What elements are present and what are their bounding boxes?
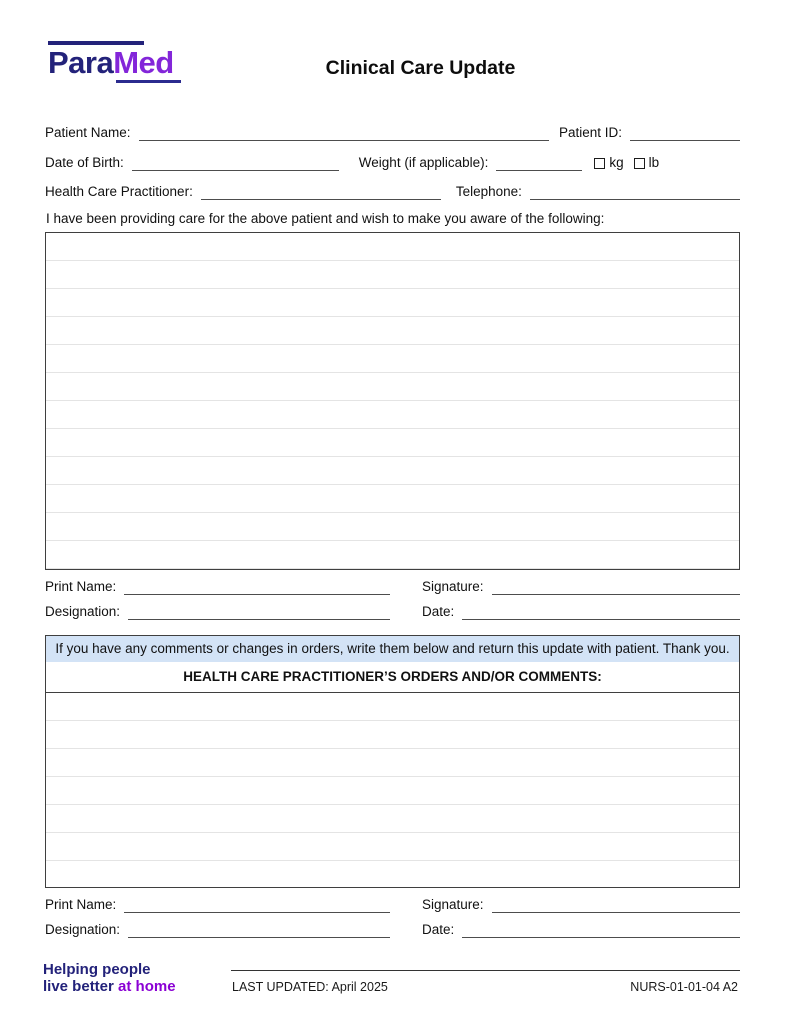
practitioner-field[interactable]: [201, 183, 441, 200]
patient-name-row: [45, 122, 740, 141]
tagline-line1: Helping people: [43, 961, 151, 978]
date-label-2: Date:: [422, 922, 455, 937]
date-field[interactable]: [462, 603, 740, 620]
patient-name-label: Patient Name:: [45, 125, 131, 140]
lb-option: [634, 155, 660, 171]
signature-label: Signature:: [422, 579, 484, 594]
signature-label-2: Signature:: [422, 897, 484, 912]
brand-tagline: [43, 961, 176, 995]
orders-comments-area[interactable]: [46, 693, 739, 887]
logo-part-para: Para: [48, 45, 114, 80]
designation-label: Designation:: [45, 604, 121, 619]
weight-label: Weight (if applicable):: [358, 155, 489, 170]
signature-field[interactable]: [492, 578, 740, 595]
date-field-2[interactable]: [462, 921, 740, 938]
designation-field-2[interactable]: [128, 921, 390, 938]
patient-id-label: Patient ID:: [558, 125, 622, 140]
dob-label: Date of Birth:: [45, 155, 124, 170]
print-name-field[interactable]: [124, 578, 390, 595]
telephone-field[interactable]: [530, 183, 740, 200]
dob-field[interactable]: [132, 154, 339, 171]
patient-name-field[interactable]: [139, 124, 549, 141]
page-title: Clinical Care Update: [325, 57, 516, 79]
date-label: Date:: [422, 604, 455, 619]
kg-checkbox[interactable]: [594, 158, 605, 169]
print-name-field-2[interactable]: [124, 896, 390, 913]
telephone-label: Telephone:: [455, 184, 522, 199]
signature-field-2[interactable]: [492, 896, 740, 913]
care-notes-area[interactable]: [45, 232, 740, 570]
logo-bottom-bar: [116, 80, 181, 83]
signature2-row1: [45, 894, 740, 913]
last-updated-text: LAST UPDATED: April 2025: [232, 980, 388, 994]
tagline-line2: [43, 978, 176, 995]
footer-divider: [231, 970, 740, 971]
orders-section: [45, 635, 740, 888]
lb-checkbox[interactable]: [634, 158, 645, 169]
practitioner-row: [45, 181, 740, 200]
care-update-intro: I have been providing care for the above patient and wish to make you aware of the following:: [46, 211, 605, 226]
patient-id-field[interactable]: [630, 124, 740, 141]
tagline-line2-navy: live better: [43, 978, 114, 995]
practitioner-label: Health Care Practitioner:: [45, 184, 193, 199]
weight-field[interactable]: [496, 154, 582, 171]
designation-label-2: Designation:: [45, 922, 121, 937]
print-name-label: Print Name:: [45, 579, 117, 594]
kg-label: kg: [609, 155, 624, 170]
dob-weight-row: [45, 152, 740, 171]
designation-field[interactable]: [128, 603, 390, 620]
print-name-label-2: Print Name:: [45, 897, 117, 912]
orders-heading: HEALTH CARE PRACTITIONER’S ORDERS AND/OR COMMENTS:: [46, 662, 739, 693]
signature1-row2: [45, 601, 740, 620]
logo-part-med: Med: [113, 45, 174, 80]
kg-option: [594, 155, 623, 171]
lb-label: lb: [648, 155, 660, 170]
orders-banner: If you have any comments or changes in orders, write them below and return this update with patient. Thank you.: [46, 636, 739, 662]
tagline-line2-purple: at home: [118, 978, 176, 995]
document-code: NURS-01-01-04 A2: [630, 980, 738, 994]
signature1-row1: [45, 576, 740, 595]
signature2-row2: [45, 919, 740, 938]
